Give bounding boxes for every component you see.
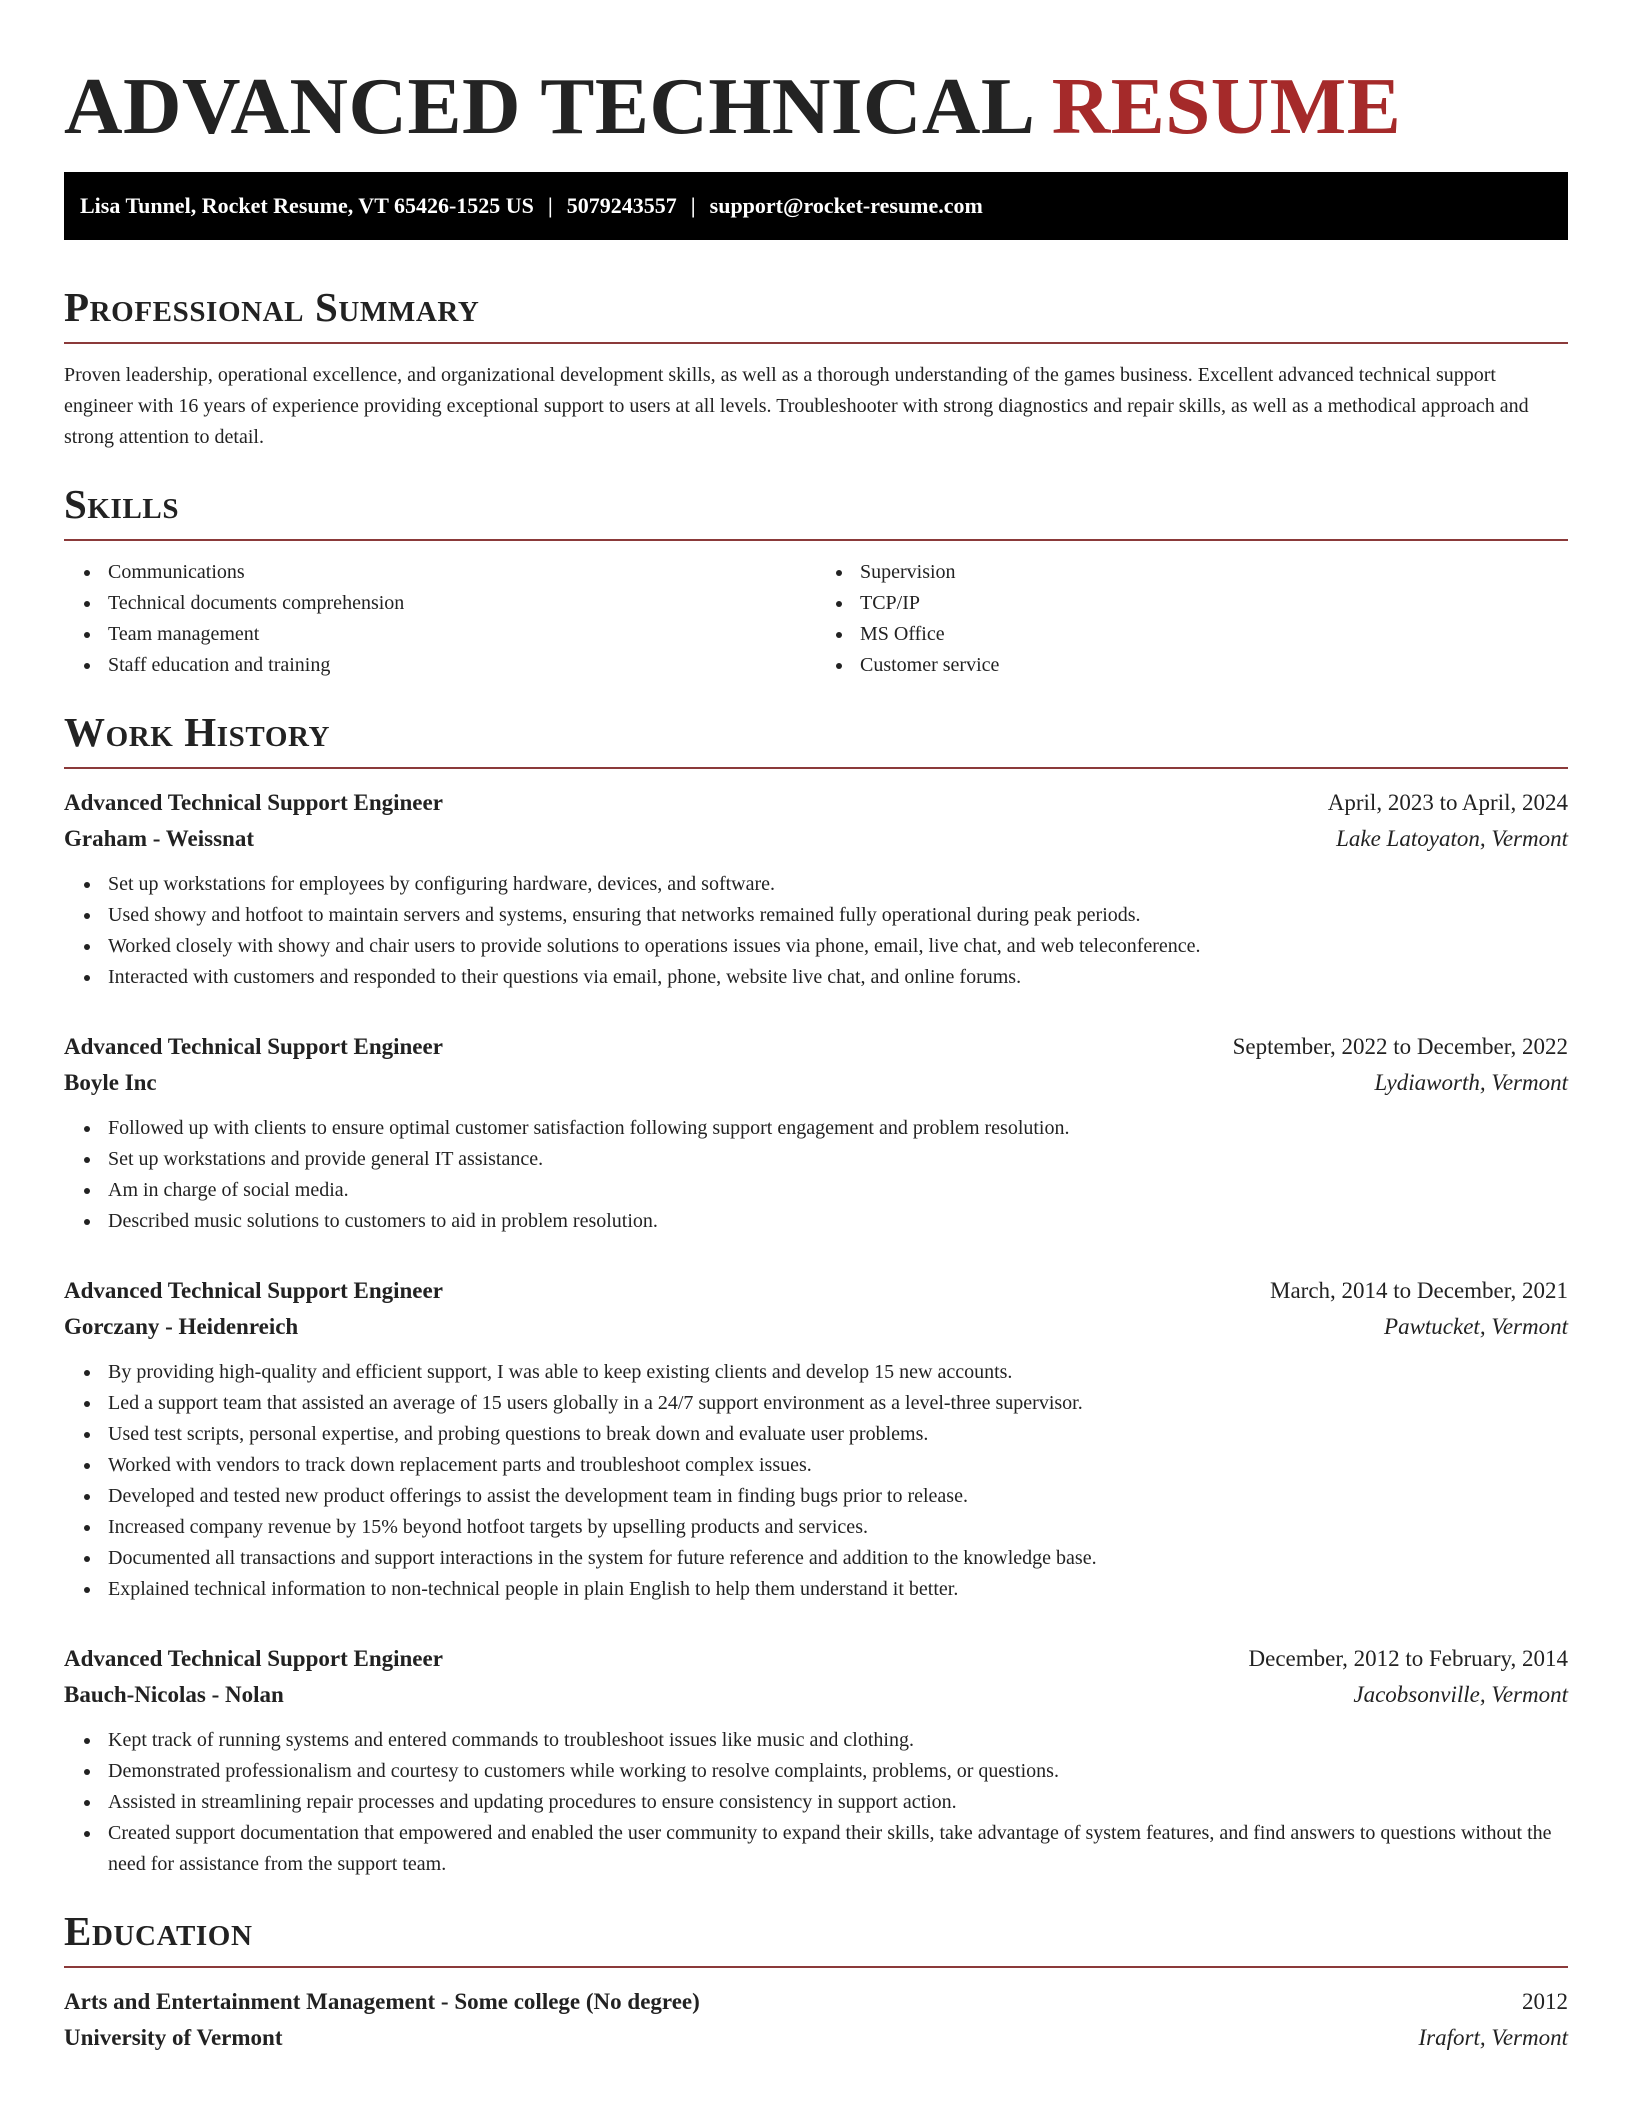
job-dates: December, 2012 to February, 2014 — [1248, 1646, 1568, 1671]
education-degree: Arts and Entertainment Management - Some college (No degree) — [64, 1989, 700, 2014]
resume-title — [64, 60, 1568, 152]
job-location: Pawtucket, Vermont — [1384, 1314, 1568, 1339]
job-bullet: Set up workstations and provide general IT assistance. — [108, 1144, 1568, 1175]
job-company: Graham - Weissnat — [64, 826, 254, 851]
skills-left-column — [64, 557, 816, 681]
job-company: Gorczany - Heidenreich — [64, 1314, 299, 1339]
skill-item: TCP/IP — [860, 588, 1568, 619]
skill-item: Supervision — [860, 557, 1568, 588]
skills-columns — [64, 557, 1568, 681]
education-location: Irafort, Vermont — [1418, 2025, 1568, 2050]
job-bullet: Followed up with clients to ensure optimal customer satisfaction following support engagement and problem resolution. — [108, 1113, 1568, 1144]
job-bullet: Demonstrated professionalism and courtesy to customers while working to resolve complaints, problems, or questions. — [108, 1756, 1568, 1787]
job-bullet: Created support documentation that empowered and enabled the user community to expand their skills, take advantage of system features, and find answers to questions without the need for assistance from the support team. — [108, 1818, 1568, 1880]
job-company: Boyle Inc — [64, 1070, 157, 1095]
job-bullet: By providing high-quality and efficient support, I was able to keep existing clients and develop 15 new accounts. — [108, 1357, 1568, 1388]
job-dates: March, 2014 to December, 2021 — [1270, 1278, 1568, 1303]
skill-item: Staff education and training — [108, 650, 816, 681]
job-bullet: Used test scripts, personal expertise, and probing questions to break down and evaluate user problems. — [108, 1419, 1568, 1450]
job-entry — [64, 785, 1568, 993]
job-bullet: Set up workstations for employees by configuring hardware, devices, and software. — [108, 869, 1568, 900]
work-history-section — [64, 709, 1568, 1880]
education-section — [64, 1908, 1568, 2056]
section-divider — [64, 539, 1568, 541]
resume-page — [64, 0, 1568, 2056]
job-bullet: Documented all transactions and support interactions in the system for future reference and addition to the knowledge base. — [108, 1543, 1568, 1574]
job-entry — [64, 1273, 1568, 1605]
job-title: Advanced Technical Support Engineer — [64, 1646, 443, 1671]
skills-section — [64, 481, 1568, 681]
summary-section — [64, 284, 1568, 453]
job-bullet: Increased company revenue by 15% beyond hotfoot targets by upselling products and services. — [108, 1512, 1568, 1543]
job-bullet: Assisted in streamlining repair processes and updating procedures to ensure consistency in support action. — [108, 1787, 1568, 1818]
job-bullet: Described music solutions to customers to aid in problem resolution. — [108, 1206, 1568, 1237]
skill-item: Technical documents comprehension — [108, 588, 816, 619]
contact-phone: 5079243557 — [566, 193, 677, 218]
job-bullet: Developed and tested new product offerings to assist the development team in finding bugs prior to release. — [108, 1481, 1568, 1512]
section-divider — [64, 342, 1568, 344]
job-title: Advanced Technical Support Engineer — [64, 1034, 443, 1059]
education-school: University of Vermont — [64, 2025, 283, 2050]
job-bullet: Am in charge of social media. — [108, 1175, 1568, 1206]
resume-title-accent: RESUME — [1051, 61, 1402, 151]
skill-item: Communications — [108, 557, 816, 588]
education-year: 2012 — [1522, 1989, 1568, 2014]
skill-item: Customer service — [860, 650, 1568, 681]
contact-bar — [64, 172, 1568, 240]
contact-address: Lisa Tunnel, Rocket Resume, VT 65426-1525 US — [80, 193, 534, 218]
job-bullet: Led a support team that assisted an average of 15 users globally in a 24/7 support environment as a level-three supervisor. — [108, 1388, 1568, 1419]
job-bullets — [64, 869, 1568, 993]
education-heading: Education — [64, 1908, 253, 1954]
job-location: Jacobsonville, Vermont — [1353, 1682, 1568, 1707]
contact-email: support@rocket-resume.com — [709, 193, 983, 218]
contact-separator: | — [547, 193, 553, 218]
job-title: Advanced Technical Support Engineer — [64, 790, 443, 815]
skills-heading: Skills — [64, 481, 180, 527]
job-location: Lydiaworth, Vermont — [1374, 1070, 1568, 1095]
job-dates: April, 2023 to April, 2024 — [1327, 790, 1568, 815]
section-divider — [64, 1966, 1568, 1968]
summary-heading: Professional Summary — [64, 284, 480, 330]
job-bullets — [64, 1113, 1568, 1237]
job-bullet: Explained technical information to non-technical people in plain English to help them understand it better. — [108, 1574, 1568, 1605]
job-bullet: Interacted with customers and responded to their questions via email, phone, website live chat, and online forums. — [108, 962, 1568, 993]
job-location: Lake Latoyaton, Vermont — [1336, 826, 1568, 851]
job-title: Advanced Technical Support Engineer — [64, 1278, 443, 1303]
job-dates: September, 2022 to December, 2022 — [1232, 1034, 1568, 1059]
resume-title-main: ADVANCED TECHNICAL — [64, 61, 1031, 151]
work-history-heading: Work History — [64, 709, 331, 755]
skill-item: Team management — [108, 619, 816, 650]
job-bullet: Kept track of running systems and entered commands to troubleshoot issues like music and clothing. — [108, 1725, 1568, 1756]
skills-right-column — [816, 557, 1568, 681]
job-entry — [64, 1029, 1568, 1237]
section-divider — [64, 767, 1568, 769]
job-bullet: Used showy and hotfoot to maintain servers and systems, ensuring that networks remained fully operational during peak periods. — [108, 900, 1568, 931]
summary-text: Proven leadership, operational excellence, and organizational development skills, as well as a thorough understanding of the games business. Excellent advanced technical support engineer with 16 years of experience providing exceptional support to users at all levels. Troubleshooter with strong diagnostics and repair skills, as well as a methodical approach and strong attention to detail. — [64, 364, 1529, 448]
contact-separator: | — [690, 193, 696, 218]
job-bullets — [64, 1725, 1568, 1880]
job-bullet: Worked with vendors to track down replacement parts and troubleshoot complex issues. — [108, 1450, 1568, 1481]
job-bullets — [64, 1357, 1568, 1605]
education-entry — [64, 1984, 1568, 2056]
skill-item: MS Office — [860, 619, 1568, 650]
job-company: Bauch-Nicolas - Nolan — [64, 1682, 284, 1707]
job-bullet: Worked closely with showy and chair users to provide solutions to operations issues via phone, email, live chat, and web teleconference. — [108, 931, 1568, 962]
job-entry — [64, 1641, 1568, 1880]
